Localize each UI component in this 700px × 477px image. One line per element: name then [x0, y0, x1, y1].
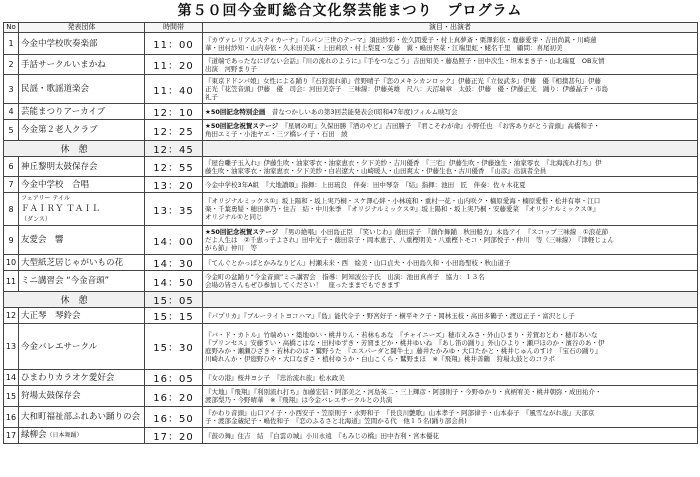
performer-group [19, 407, 145, 428]
program-line: 『カヴァレリアルスティカーナ』『ルパン三世のテーマ』須田紗彩・佐久間愛子・村上真夢斎・栗澤彩依・鹿藤愛芽・吉田尚眞・川崎蓮 [205, 35, 597, 44]
header-no: No [4, 23, 19, 33]
row-number: 16 [4, 407, 19, 428]
performer-group [19, 104, 145, 120]
program-line: 庭野みか・瀬瀬ひざき・若林わのは・鷲野うた 『エスパーダと闘牛士』藤井たかみゆ・大口たかと・桃井じゅんのすけ 『宝石の踊り』 [205, 346, 602, 355]
program-line: 楽・千葉勇疑・穂田夢乃・住吉 結・中川朱季 『オリジナルミックス②』坂上陽和・坂上実乃桐・安藤愛菜 『オリジナルミックス③』 [205, 205, 600, 213]
performer-group [19, 193, 145, 226]
page-title: 第５０回今金町総合文化祭芸能まつり プログラム [177, 3, 523, 19]
time-slot: 14：50 [145, 271, 203, 292]
break-label: 休 憩 [4, 292, 145, 308]
program-line: 『屋台囃子玉入れ』伊藤生吹・油家零衣・油家恵衣・夕下美紗・吉川優香 『三宅』伊藤生吹・伊藤逸生・油家零衣 『北海流れ打ち』伊 [205, 158, 602, 167]
anniversary-label: ★50回記念祝賀ステージ [205, 228, 279, 236]
performer-group [19, 324, 145, 370]
performer-group-line: 狩場太鼓保存会 [21, 391, 81, 401]
performer-group [19, 75, 145, 104]
performer-group [19, 157, 145, 177]
program-line: 『鼓の舞』住吉 結 『白雲の城』小川永遠 『もみじの橋』田中杏利・宮本優花 [205, 431, 439, 440]
time-slot: 15：15 [145, 308, 203, 324]
row-number: 14 [4, 370, 19, 386]
program-line: 『星屑の町』久保田勝『酒のやど』吉田勝子 『君こそわが命』小野任也 『お客ありがとう音頭』高橋和子・ [284, 122, 600, 130]
performer-group-line: ひまわりカラオケ愛好会 [21, 372, 115, 383]
header-org: 発表団体 [19, 23, 145, 33]
program-row [4, 104, 698, 120]
performer-group-line: 今金第２老人クラブ [21, 125, 98, 135]
program-line: 『プリンセス』安藤すい・高橋こはな・田村ゆずき・芳賀まどか・桃井ゆいね 『あし笛の踊り』外山ひより・瀬戸ほのか・濱谷のあ・伊 [205, 338, 605, 347]
row-number: 8 [4, 193, 19, 226]
time-slot: 14：30 [145, 255, 203, 271]
row-number: 5 [4, 120, 19, 141]
header-row [4, 23, 698, 33]
program-row [4, 226, 698, 255]
time-slot: 16：50 [145, 407, 203, 428]
anniversary-label: ★50回記念特別企画 [205, 107, 266, 116]
time-slot: 16：05 [145, 370, 203, 386]
time-slot: 12：10 [145, 104, 203, 120]
performer-group [19, 370, 145, 386]
time-slot: 12：55 [145, 157, 203, 177]
program-line: 『オリジナルミックス①』坂上陽和・坂上実乃桐・スケ澤心絆・小林琉和・重村一花・山内咲ク・楠原愛海・楠原愛惟・松井有寧・江口 [205, 197, 601, 205]
program-row [4, 33, 698, 55]
program-line: 会場の皆さんもぜひ参加してください！ 座ったままでもできます [205, 281, 400, 289]
program-line: 藤生吹・油家零衣・油家恵衣・夕下美紗・白岩遼大・山崎暖人・山田爽太・伊藤生也・古川優香 『山彦』出演者全員 [205, 166, 547, 175]
program-line: 『道端であったなにげない会話』『川の流れのように』『手をつなごう』吉田知美・藤島照子・田中次生・坦本まき子・山北瑞夏 OB友情 [205, 56, 605, 65]
program-details [203, 386, 698, 407]
program-details [203, 120, 698, 141]
program-line: だよ人生は ②千恵っ子よされ』田中光子・蔭田京子・岡本恵子、八重樫明美・八重樫トモコ・阿部悦子・仲川 等（三味線） 『津軽じょん [205, 236, 614, 244]
program-row [4, 370, 698, 386]
break-row [4, 141, 698, 157]
program-line: 『男の絶唱』小田島正臣 『笑いじわ』蔭田京子 『創作舞踊 秋田船方』木島アイ 『スコップ三味線 ①浪花節 [284, 228, 609, 236]
program-line: 今金中学校3年A組 『大地讃頌』指揮：上田琉良 伴奏：田中琴奈 『結』指揮：池田 匠 伴奏：佐々木花夏 [205, 180, 526, 189]
break-label: 休 憩 [4, 141, 145, 157]
performer-group-line: ミニ講習会 “今金音頭” [21, 276, 110, 286]
program-details [203, 177, 698, 193]
row-number: 2 [4, 55, 19, 75]
program-line: 華・田村紗知・山内寿依・久米田美眞・上田莉玖・村上梨夏・安藤 翼・嶋田契菜・江端里虹・蛯名千里 顧問：喜尾初美 [205, 43, 563, 52]
break-time: 15：05 [145, 292, 203, 308]
program-line: 『てんぐとかっぱとかみなりどん』村瀬未来・西 絵美・山口貞夫・小田島久和・小田島聖枝・秋山道子 [205, 258, 511, 267]
program-row [4, 75, 698, 104]
performer-group-line: 大型紙芝居じゃがいもの花 [21, 257, 124, 268]
break-empty [203, 292, 698, 308]
time-slot: 17：20 [145, 428, 203, 444]
program-row [4, 308, 698, 324]
program-line: 『バ・ド・カトル』竹端めい・築地ゆい・桃井りん・若林もあな 『チャイニーズ』穂市えみさ・外山ひまり・芳賀おとわ・穂市あいな [205, 330, 598, 339]
performer-group [19, 271, 145, 292]
program-line: 昔なつかしいあの第3回芸能発表会(昭和47年度)フィルム映写会 [271, 107, 458, 116]
program-row [4, 55, 698, 75]
program-line: 『かわり音頭』山口アイ子・小西安子・笠原則子・水野和子 『長良川艶歌』山本孝子・阿部律子・山本泰子 『風雪ながれ旅』天部京 [205, 409, 595, 417]
program-details [203, 370, 698, 386]
row-number: 13 [4, 324, 19, 370]
row-number: 9 [4, 226, 19, 255]
performer-group-line: 芸能まつりアーカイブ [21, 106, 106, 117]
header-program: 演目・出演者 [203, 23, 698, 33]
anniversary-label: ★50回記念祝賀ステージ [205, 122, 279, 130]
program-details [203, 55, 698, 75]
program-row [4, 255, 698, 271]
performer-group [19, 386, 145, 407]
program-details [203, 428, 698, 444]
performer-group-line: 緑柳会 [21, 430, 47, 440]
performer-group-line: フェアリー テイル [21, 195, 70, 202]
performer-group-line: 大正琴 琴鈴会 [21, 310, 81, 321]
program-line: 『パプリカ』『ブルーライトヨコハマ』『島』能代令子・野宮好子・横平キク子・岡林玉枝・高田多鶴子・渡辺正子・富沢とし子 [205, 311, 575, 320]
program-line: 子・渡部金蔵紀子・嶋佐和子 『恋のふるさと北海道』笠間かる代 他１５名(踊り部会員) [205, 417, 467, 425]
program-row [4, 120, 698, 141]
row-number: 17 [4, 428, 19, 444]
time-slot: 13：20 [145, 177, 203, 193]
program-details [203, 308, 698, 324]
row-number: 4 [4, 104, 19, 120]
row-number: 11 [4, 271, 19, 292]
program-line: 正光『花笠音頭』伊藤 優 司会：河田美奈子 三味線：伊藤英雄 尺八：天沼瑞章 太鼓：伊藤 優・伊藤正光 踊り：伊藤晶子・市島 [205, 85, 608, 93]
program-row [4, 271, 698, 292]
performer-group-line: 今金バレエサークル [21, 341, 98, 352]
program-details [203, 226, 698, 255]
program-line: 今金町の盆踊り“今金音頭”ミニ講習会 指導：阿知波公子氏 出演：池田真喜子 協力：１３名 [205, 273, 485, 281]
program-row [4, 407, 698, 428]
program-line: 『大地』『飛翔』『利別流れ打ち』加藤宏信・阿部美之・河島英二・三上輝彦・阿部則子・今野ゆかり・真柄宥美・桃井朝弥・成田祐介・ [205, 388, 602, 396]
performer-group [19, 428, 145, 444]
performer-group [19, 226, 145, 255]
program-row [4, 157, 698, 177]
time-slot: 15：30 [145, 324, 203, 370]
time-slot: 13：35 [145, 193, 203, 226]
performer-group-line: 民謡・歌謡道楽会 [21, 84, 90, 94]
break-time: 12：45 [145, 141, 203, 157]
row-number: 12 [4, 308, 19, 324]
performer-group-genre: （日本舞踊） [46, 432, 83, 439]
program-row [4, 177, 698, 193]
program-line: 川崎れんか・伊庭野ひや・大口なぎさ・植村ゆうか・白山こくら・鷲野まほ ※『飛翔』桃井善鶴 狩場太鼓とのコラボ [205, 354, 555, 363]
program-line: 『女の港』桜井ヨシ子 『忠治流れ旅』松永政美 [205, 373, 345, 382]
program-line: がら節』仲川 等 [205, 244, 257, 252]
program-row [4, 428, 698, 444]
performer-group [19, 120, 145, 141]
program-line: 『東京ドドンパ娘』女性による踊り『石狩流れ節』菅野晴子『恋のメキシカンロック』伊藤正光『立佞武多』伊藤 優『相撲甚句』伊藤 [205, 77, 601, 85]
performer-group-line: 神丘黎明太鼓保存会 [21, 161, 98, 172]
performer-group-line: ＦＡＩＲＹ ＴＡＩＬ [21, 204, 101, 214]
program-details [203, 104, 698, 120]
header-time: 時間帯 [145, 23, 203, 33]
break-row [4, 292, 698, 308]
time-slot: 11：00 [145, 33, 203, 55]
time-slot: 11：40 [145, 75, 203, 104]
row-number: 1 [4, 33, 19, 55]
performer-group-line: 友愛会 響 [21, 235, 64, 245]
program-details [203, 193, 698, 226]
performer-group-line: 手話サークルいまかね [21, 59, 106, 70]
program-details [203, 33, 698, 55]
row-number: 10 [4, 255, 19, 271]
program-line: 出演 河野まり子 [205, 64, 257, 73]
time-slot: 12：25 [145, 120, 203, 141]
program-line: 角田エミ子・小池ヤエ・三ツ橋レイ子・石田 綾 [205, 130, 348, 138]
row-number: 6 [4, 157, 19, 177]
program-table [3, 22, 698, 444]
program-details [203, 324, 698, 370]
program-line: 渡部梨乃・今野晴華 ※『飛翔』は今金バレエサークルとの共演 [205, 396, 393, 404]
performer-group [19, 33, 145, 55]
program-details [203, 157, 698, 177]
performer-group-line: 今金中学校吹奏楽部 [21, 38, 98, 49]
break-empty [203, 141, 698, 157]
program-row [4, 386, 698, 407]
program-line: 礼子 [205, 93, 218, 101]
performer-group [19, 308, 145, 324]
performer-group [19, 55, 145, 75]
program-row [4, 193, 698, 226]
performer-group [19, 177, 145, 193]
time-slot: 14：00 [145, 226, 203, 255]
program-line: オリジナル①と同じ [205, 213, 263, 221]
program-details [203, 271, 698, 292]
row-number: 3 [4, 75, 19, 104]
performer-group-line: 大和町福祉部ふれあい踊りの会 [21, 412, 141, 422]
program-row [4, 324, 698, 370]
program-details [203, 255, 698, 271]
program-details [203, 407, 698, 428]
row-number: 15 [4, 386, 19, 407]
performer-group-line: （ダンス） [21, 216, 51, 223]
time-slot: 16：20 [145, 386, 203, 407]
row-number: 7 [4, 177, 19, 193]
time-slot: 11：20 [145, 55, 203, 75]
performer-group-line: 今金中学校 合唱 [21, 179, 90, 190]
program-details [203, 75, 698, 104]
performer-group [19, 255, 145, 271]
